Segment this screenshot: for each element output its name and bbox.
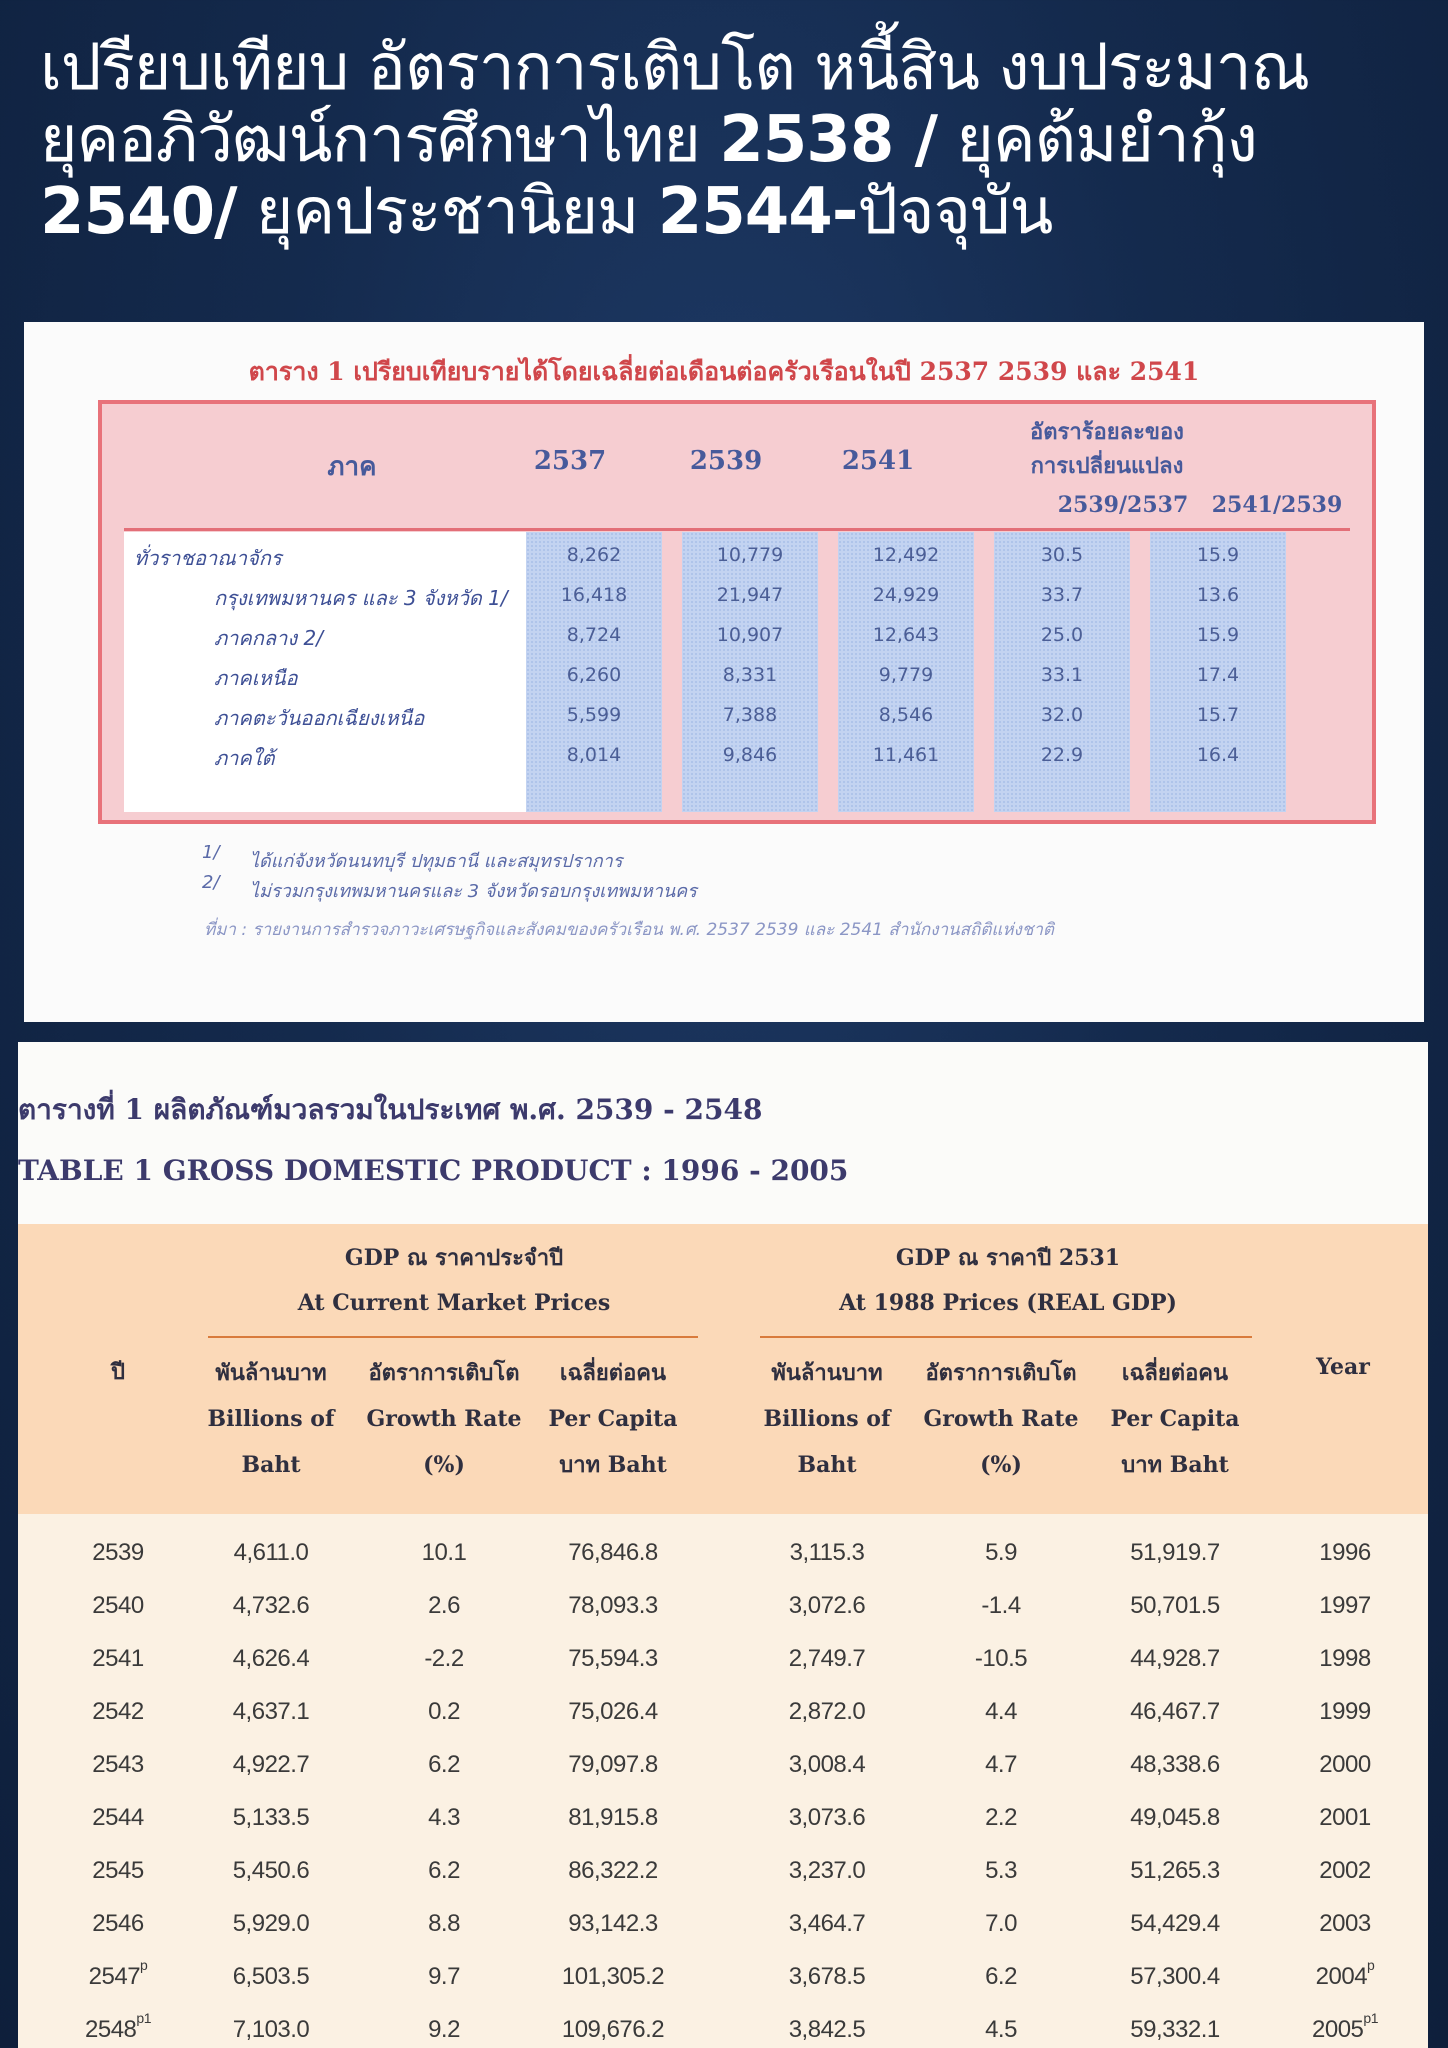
gdp-table-row bbox=[18, 1632, 1428, 1685]
sub-column-header: อัตราการเติบโต bbox=[368, 1360, 520, 1386]
income-cell: 10,907 bbox=[716, 624, 784, 646]
sub-column-header: Billions of bbox=[207, 1406, 335, 1432]
gdp-cell: 4,611.0 bbox=[233, 1539, 309, 1566]
headline-text: ปัจจุบัน bbox=[857, 175, 1053, 249]
gdp-year-thai-value: 2547 bbox=[88, 1963, 141, 1990]
sub-column-header: Baht bbox=[797, 1452, 857, 1478]
source-note: ที่มา : รายงานการสำรวจภาวะเศรษฐกิจและสังคมของครัวเรือน พ.ศ. 2537 2539 และ 2541 สำนักงานสถิติแห่งชาติ bbox=[204, 920, 1054, 940]
headline-year: 2540/ bbox=[40, 175, 237, 249]
income-cell: 8,262 bbox=[566, 544, 622, 566]
income-cell: 30.5 bbox=[1040, 544, 1084, 566]
income-row-label: ภาคเหนือ bbox=[214, 666, 298, 690]
income-table-title: ตาราง 1 เปรียบเทียบรายได้โดยเฉลี่ยต่อเดือนต่อครัวเรือนในปี 2537 2539 และ 2541 bbox=[248, 357, 1200, 386]
gdp-year-english bbox=[1280, 1791, 1410, 1844]
group-real-rule bbox=[760, 1336, 1252, 1338]
gdp-cell: 57,300.4 bbox=[1130, 1963, 1220, 1990]
gdp-year-thai-value: 2545 bbox=[92, 1857, 144, 1884]
income-cell: 10,779 bbox=[716, 544, 784, 566]
header-region: ภาค bbox=[327, 452, 377, 482]
header-change-2: การเปลี่ยนแปลง bbox=[1030, 453, 1184, 479]
gdp-year-thai-value: 2542 bbox=[92, 1698, 144, 1725]
gdp-year-thai bbox=[58, 1844, 178, 1897]
income-row-label: ภาคใต้ bbox=[214, 746, 275, 770]
income-cell: 8,331 bbox=[722, 664, 778, 686]
gdp-cell: 49,045.8 bbox=[1130, 1804, 1220, 1831]
gdp-year-thai-value: 2546 bbox=[92, 1910, 144, 1937]
group-current-thai: GDP ณ ราคาประจำปี bbox=[344, 1245, 564, 1271]
income-cell: 12,643 bbox=[872, 624, 940, 646]
gdp-cell: 4,922.7 bbox=[232, 1751, 310, 1778]
gdp-cell: 3,678.5 bbox=[788, 1963, 866, 1990]
gdp-cell: 54,429.4 bbox=[1130, 1910, 1220, 1937]
preliminary-mark: p1 bbox=[136, 2010, 151, 2026]
gdp-table-row bbox=[18, 1844, 1428, 1897]
gdp-cell: 3,115.3 bbox=[789, 1539, 865, 1566]
sub-column-header: Per Capita bbox=[1110, 1406, 1240, 1432]
gdp-cell: 7.0 bbox=[985, 1910, 1017, 1937]
gdp-cell: 93,142.3 bbox=[568, 1910, 658, 1937]
gdp-cell: 109,676.2 bbox=[561, 2016, 665, 2043]
gdp-cell: 4,732.6 bbox=[232, 1592, 310, 1619]
group-real-english: At 1988 Prices (REAL GDP) bbox=[839, 1290, 1177, 1316]
gdp-year-english-value: 2002 bbox=[1319, 1857, 1371, 1884]
gdp-year-english-value: 1997 bbox=[1319, 1592, 1371, 1619]
income-cell: 15.7 bbox=[1196, 704, 1240, 726]
gdp-cell: 2.6 bbox=[428, 1592, 460, 1619]
gdp-cell: 78,093.3 bbox=[568, 1592, 658, 1619]
header-year: 2539 bbox=[689, 446, 763, 476]
gdp-cell: 76,846.8 bbox=[568, 1539, 658, 1566]
footnote-2-mark: 2/ bbox=[202, 872, 220, 893]
sub-column-header: พันล้านบาท bbox=[771, 1360, 883, 1386]
label-column bbox=[124, 532, 526, 812]
sub-column-header: Billions of bbox=[763, 1406, 891, 1432]
income-cell: 6,260 bbox=[566, 664, 622, 686]
gdp-cell: 2,749.7 bbox=[788, 1645, 866, 1672]
gdp-cell: 4,637.1 bbox=[232, 1698, 310, 1725]
gdp-cell: 9.2 bbox=[428, 2016, 460, 2043]
gdp-title-english: TABLE 1 GROSS DOMESTIC PRODUCT : 1996 - 2005 bbox=[18, 1154, 849, 1187]
headline-line-2 bbox=[40, 104, 1420, 176]
income-row-label: ทั่วราชอาณาจักร bbox=[134, 546, 282, 570]
headline-line-1: เปรียบเทียบ อัตราการเติบโต หนี้สิน งบประมาณ bbox=[40, 31, 1310, 105]
headline bbox=[40, 32, 1420, 248]
gdp-cell: 3,464.7 bbox=[788, 1910, 866, 1937]
gdp-year-thai bbox=[58, 1579, 178, 1632]
gdp-cell: 2.2 bbox=[985, 1804, 1017, 1831]
gdp-year-thai-value: 2543 bbox=[92, 1751, 144, 1778]
header-change-col: 2541/2539 bbox=[1211, 492, 1343, 518]
sub-column-header: Growth Rate bbox=[923, 1406, 1079, 1432]
gdp-year-thai bbox=[58, 1897, 178, 1950]
headline-year: 2544- bbox=[657, 175, 858, 249]
header-year: 2541 bbox=[841, 446, 915, 476]
income-cell: 5,599 bbox=[566, 704, 622, 726]
gdp-cell: 3,008.4 bbox=[788, 1751, 866, 1778]
gdp-year-english-value: 2000 bbox=[1319, 1751, 1371, 1778]
header-change-1: อัตราร้อยละของ bbox=[1030, 419, 1184, 445]
gdp-table-header bbox=[18, 1224, 1428, 1514]
gdp-year-english-value: 2004 bbox=[1315, 1963, 1368, 1990]
headline-year: 2538 / bbox=[719, 103, 937, 177]
gdp-year-thai-value: 2544 bbox=[92, 1804, 144, 1831]
income-cell: 33.7 bbox=[1040, 584, 1084, 606]
gdp-cell: 75,594.3 bbox=[568, 1645, 658, 1672]
sub-column-header: Baht bbox=[241, 1452, 301, 1478]
preliminary-mark: p bbox=[140, 1957, 148, 1973]
gdp-cell: 4.4 bbox=[985, 1698, 1017, 1725]
gdp-year-english bbox=[1280, 1526, 1410, 1579]
gdp-table-row bbox=[18, 2003, 1428, 2048]
gdp-year-english bbox=[1280, 1632, 1410, 1685]
gdp-cell: 3,072.6 bbox=[788, 1592, 866, 1619]
gdp-cell: 79,097.8 bbox=[568, 1751, 658, 1778]
gdp-year-english bbox=[1280, 1579, 1410, 1632]
income-cell: 15.9 bbox=[1196, 624, 1240, 646]
group-current-english: At Current Market Prices bbox=[297, 1290, 611, 1316]
income-cell: 12,492 bbox=[872, 544, 940, 566]
gdp-year-thai-value: 2541 bbox=[92, 1645, 144, 1672]
gdp-year-thai bbox=[58, 1791, 178, 1844]
gdp-cell: 8.8 bbox=[428, 1910, 460, 1937]
gdp-cell: 10.1 bbox=[421, 1539, 467, 1566]
income-cell: 9,779 bbox=[878, 664, 934, 686]
income-cell: 17.4 bbox=[1196, 664, 1240, 686]
gdp-cell: 3,842.5 bbox=[788, 2016, 866, 2043]
gdp-cell: 4,626.4 bbox=[232, 1645, 310, 1672]
gdp-cell: 6.2 bbox=[985, 1963, 1017, 1990]
gdp-year-thai bbox=[58, 1738, 178, 1791]
gdp-table-row bbox=[18, 1526, 1428, 1579]
gdp-cell: 4.5 bbox=[985, 2016, 1017, 2043]
sub-column-header: พันล้านบาท bbox=[215, 1360, 327, 1386]
income-cell: 16.4 bbox=[1196, 744, 1240, 766]
gdp-table-row bbox=[18, 1950, 1428, 2003]
gdp-cell: 5.9 bbox=[985, 1539, 1017, 1566]
gdp-table-row bbox=[18, 1791, 1428, 1844]
gdp-cell: -10.5 bbox=[974, 1645, 1028, 1672]
sub-column-header: Growth Rate bbox=[366, 1406, 522, 1432]
gdp-year-english bbox=[1280, 1897, 1410, 1950]
footnote-1: ได้แก่จังหวัดนนทบุรี ปทุมธานี และสมุทรปราการ bbox=[250, 851, 623, 872]
gdp-cell: 0.2 bbox=[428, 1698, 460, 1725]
income-cell: 25.0 bbox=[1040, 624, 1084, 646]
gdp-year-english-value: 2001 bbox=[1319, 1804, 1371, 1831]
income-row-label: ภาคกลาง 2/ bbox=[214, 626, 323, 650]
headline-text: ยุคอภิวัฒน์การศึกษาไทย bbox=[40, 103, 720, 177]
gdp-year-english bbox=[1280, 2003, 1410, 2048]
footnote-2: ไม่รวมกรุงเทพมหานครและ 3 จังหวัดรอบกรุงเทพมหานคร bbox=[250, 881, 697, 902]
gdp-year-thai bbox=[58, 2003, 178, 2048]
income-cell: 32.0 bbox=[1040, 704, 1084, 726]
gdp-cell: 51,919.7 bbox=[1130, 1539, 1220, 1566]
income-cell: 15.9 bbox=[1196, 544, 1240, 566]
income-table-panel bbox=[24, 322, 1424, 1022]
gdp-table-panel bbox=[18, 1042, 1428, 2048]
gdp-cell: 7,103.0 bbox=[232, 2016, 310, 2043]
gdp-cell: 9.7 bbox=[428, 1963, 460, 1990]
income-cell: 16,418 bbox=[560, 584, 628, 606]
income-cell: 8,724 bbox=[566, 624, 622, 646]
gdp-cell: 6.2 bbox=[428, 1857, 460, 1884]
gdp-cell: 5,450.6 bbox=[232, 1857, 310, 1884]
gdp-year-thai-value: 2539 bbox=[92, 1539, 144, 1566]
gdp-year-english-value: 1996 bbox=[1319, 1539, 1371, 1566]
income-table bbox=[98, 400, 1376, 824]
gdp-title-thai: ตารางที่ 1 ผลิตภัณฑ์มวลรวมในประเทศ พ.ศ. 2539 - 2548 bbox=[18, 1093, 763, 1126]
gdp-table-row bbox=[18, 1685, 1428, 1738]
group-current-rule bbox=[208, 1336, 698, 1338]
gdp-year-thai-value: 2548 bbox=[85, 2016, 137, 2043]
preliminary-mark: p bbox=[1367, 1957, 1375, 1973]
income-cell: 33.1 bbox=[1040, 664, 1084, 686]
income-cell: 24,929 bbox=[872, 584, 940, 606]
group-real-thai: GDP ณ ราคาปี 2531 bbox=[895, 1245, 1121, 1271]
sub-column-header: เฉลี่ยต่อคน bbox=[1121, 1360, 1229, 1386]
gdp-year-thai-value: 2540 bbox=[92, 1592, 144, 1619]
income-cell: 21,947 bbox=[716, 584, 784, 606]
gdp-year-thai bbox=[58, 1526, 178, 1579]
header-rule bbox=[124, 528, 1350, 531]
gdp-cell: 5.3 bbox=[985, 1857, 1017, 1884]
gdp-cell: 44,928.7 bbox=[1130, 1645, 1220, 1672]
gdp-table-row bbox=[18, 1579, 1428, 1632]
sub-column-header: อัตราการเติบโต bbox=[925, 1360, 1077, 1386]
income-cell: 11,461 bbox=[872, 744, 940, 766]
gdp-table-row bbox=[18, 1897, 1428, 1950]
gdp-year-english bbox=[1280, 1738, 1410, 1791]
gdp-year-english-value: 1998 bbox=[1319, 1645, 1371, 1672]
gdp-cell: 5,929.0 bbox=[232, 1910, 310, 1937]
income-cell: 9,846 bbox=[722, 744, 778, 766]
gdp-year-english-value: 1999 bbox=[1319, 1698, 1371, 1725]
preliminary-mark: p1 bbox=[1363, 2010, 1378, 2026]
col-year-thai: ปี bbox=[111, 1359, 125, 1385]
income-row-label: กรุงเทพมหานคร และ 3 จังหวัด 1/ bbox=[214, 586, 508, 610]
gdp-cell: 59,332.1 bbox=[1130, 2016, 1220, 2043]
income-cell: 13.6 bbox=[1196, 584, 1240, 606]
gdp-cell: 6,503.5 bbox=[232, 1963, 310, 1990]
income-cell: 7,388 bbox=[722, 704, 778, 726]
sub-column-header: บาท Baht bbox=[559, 1452, 667, 1478]
income-cell: 8,014 bbox=[566, 744, 622, 766]
gdp-cell: -2.2 bbox=[424, 1645, 464, 1672]
gdp-cell: 4.7 bbox=[985, 1751, 1017, 1778]
gdp-cell: 5,133.5 bbox=[232, 1804, 310, 1831]
gdp-cell: 2,872.0 bbox=[788, 1698, 866, 1725]
gdp-year-english bbox=[1280, 1950, 1410, 2003]
gdp-year-english-value: 2005 bbox=[1312, 2016, 1364, 2043]
gdp-cell: 48,338.6 bbox=[1130, 1751, 1220, 1778]
gdp-cell: 51,265.3 bbox=[1130, 1857, 1220, 1884]
income-cell: 8,546 bbox=[878, 704, 934, 726]
gdp-cell: 46,467.7 bbox=[1130, 1698, 1220, 1725]
gdp-year-thai bbox=[58, 1685, 178, 1738]
footnote-1-mark: 1/ bbox=[202, 842, 220, 863]
sub-column-header: (%) bbox=[423, 1452, 465, 1478]
gdp-cell: 75,026.4 bbox=[568, 1698, 658, 1725]
income-cell: 22.9 bbox=[1040, 744, 1084, 766]
gdp-year-english-value: 2003 bbox=[1319, 1910, 1371, 1937]
sub-column-header: (%) bbox=[980, 1452, 1022, 1478]
col-year-english: Year bbox=[1316, 1354, 1370, 1380]
gdp-cell: 3,073.6 bbox=[788, 1804, 866, 1831]
sub-column-header: เฉลี่ยต่อคน bbox=[559, 1360, 667, 1386]
gdp-year-thai bbox=[58, 1950, 178, 2003]
gdp-year-english bbox=[1280, 1844, 1410, 1897]
income-row-label: ภาคตะวันออกเฉียงเหนือ bbox=[214, 706, 425, 730]
gdp-cell: 101,305.2 bbox=[561, 1963, 665, 1990]
gdp-cell: -1.4 bbox=[981, 1592, 1021, 1619]
gdp-table-body bbox=[18, 1514, 1428, 2048]
gdp-cell: 6.2 bbox=[428, 1751, 460, 1778]
header-change-col: 2539/2537 bbox=[1057, 492, 1189, 518]
headline-text: ยุคต้มยำกุ้ง bbox=[937, 103, 1257, 177]
gdp-year-english bbox=[1280, 1685, 1410, 1738]
header-year: 2537 bbox=[533, 446, 607, 476]
gdp-cell: 81,915.8 bbox=[568, 1804, 658, 1831]
gdp-cell: 4.3 bbox=[428, 1804, 460, 1831]
sub-column-header: Per Capita bbox=[548, 1406, 678, 1432]
sub-column-header: บาท Baht bbox=[1121, 1452, 1229, 1478]
headline-line-3 bbox=[40, 176, 1420, 248]
gdp-table-row bbox=[18, 1738, 1428, 1791]
gdp-year-thai bbox=[58, 1632, 178, 1685]
headline-text: ยุคประชานิยม bbox=[236, 175, 658, 249]
gdp-cell: 50,701.5 bbox=[1130, 1592, 1220, 1619]
gdp-cell: 3,237.0 bbox=[788, 1857, 866, 1884]
gdp-cell: 86,322.2 bbox=[568, 1857, 658, 1884]
